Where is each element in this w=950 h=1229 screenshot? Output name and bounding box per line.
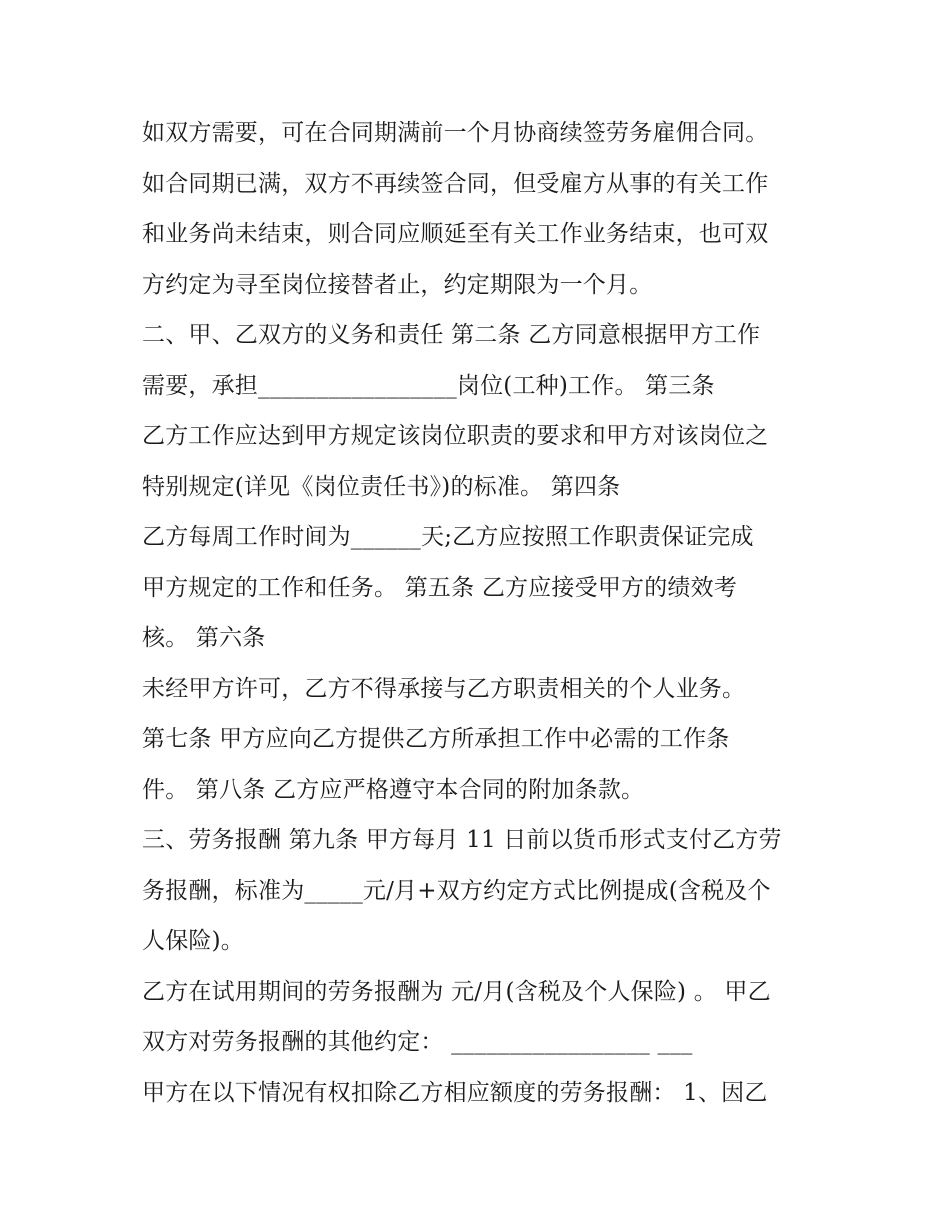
section-heading-line: 二、甲、乙双方的义务和责任 第二条 乙方同意根据甲方工作 <box>142 322 761 348</box>
text-line: 双方对劳务报酬的其他约定： _________________ ___ <box>142 1029 693 1055</box>
text-line: 需要，承担_________________岗位(工种)工作。 第三条 <box>142 372 715 399</box>
text-line: 和业务尚未结束，则合同应顺延至有关工作业务结束，也可双 <box>142 221 769 247</box>
text-line: 未经甲方许可，乙方不得承接与乙方职责相关的个人业务。 <box>142 675 746 702</box>
text-line: 乙方工作应达到甲方规定该岗位职责的要求和甲方对该岗位之 <box>142 423 769 449</box>
text-line: 核。 第六条 <box>142 625 266 651</box>
text-line: 乙方每周工作时间为______天;乙方应按照工作职责保证完成 <box>142 524 754 550</box>
section-heading-line: 三、劳务报酬 第九条 甲方每月 11 日前以货币形式支付乙方劳 <box>142 827 782 853</box>
text-line: 件。 第八条 乙方应严格遵守本合同的附加条款。 <box>142 776 645 803</box>
text-line: 乙方在试用期间的劳务报酬为 元/月(含税及个人保险) 。 甲乙 <box>142 978 771 1005</box>
text-line: 甲方规定的工作和任务。 第五条 乙方应接受甲方的绩效考 <box>142 574 738 601</box>
contract-text-body <box>142 108 832 1118</box>
text-line: 第七条 甲方应向乙方提供乙方所承担工作中必需的工作条 <box>142 726 730 752</box>
text-line: 人保险)。 <box>142 928 244 954</box>
text-line: 如双方需要，可在合同期满前一个月协商续签劳务雇佣合同。 <box>142 120 769 146</box>
text-line: 特别规定(详见《岗位责任书》)的标准。 第四条 <box>142 473 621 500</box>
text-line: 甲方在以下情况有权扣除乙方相应额度的劳务报酬： 1、因乙 <box>142 1079 768 1106</box>
text-line: 方约定为寻至岗位接替者止，约定期限为一个月。 <box>142 271 653 298</box>
text-line: 如合同期已满，双方不再续签合同，但受雇方从事的有关工作 <box>142 170 769 197</box>
text-line: 务报酬，标准为_____元/月+双方约定方式比例提成(含税及个 <box>142 877 771 904</box>
